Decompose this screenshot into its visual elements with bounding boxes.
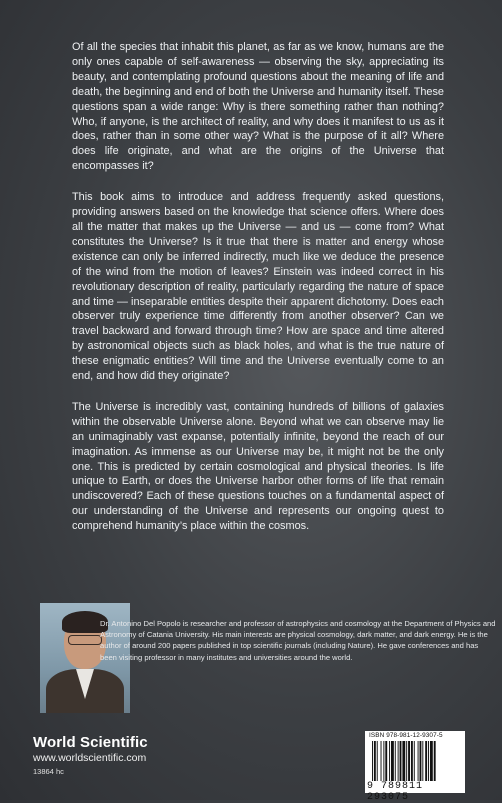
blurb-paragraph-1: Of all the species that inhabit this planet, as far as we know, humans are the only ones capable of self-awareness — observing the sky, appreciating its beauty, and contemplating profound questions about the meaning of life and death, the beginning and end of both the Universe and humanity itself. These questions span a wide range: Why is there something rather than nothing? Who, if anyone, is the architect of reality, and why does it manifest to us as it does, rather than in some other way? What is the purpose of it all? Where does life originate, and what are the origins of the Universe that encompasses it? xyxy=(72,41,444,173)
isbn-barcode xyxy=(365,731,465,803)
publisher-block xyxy=(33,734,148,778)
blurb-paragraph-2: This book aims to introduce and address frequently asked questions, providing answers based on the knowledge that science offers. Where does all the matter that makes up the Universe — and us — come from? What constitutes the Universe? Is it true that there is matter and energy whose existence can only be inferred indirectly, much like we deduce the presence of the wind from the motion of leaves? Einstein was indeed correct in his revolutionary description of reality, particularly regarding the nature of space and time — inseparable entities despite their apparent dichotomy. Does each observer truly experience time differently from another observer? Can we travel backward and forward through time? How are space and time altered by astronomical objects such as black holes, and what is the true nature of these enigmatic entities? Will time and the Universe eventually come to an end, and how did they originate? xyxy=(72,191,444,383)
barcode-bars xyxy=(371,741,461,781)
publisher-name: World Scientific xyxy=(33,734,148,751)
author-section xyxy=(40,603,496,713)
publisher-code: 13864 hc xyxy=(33,767,64,776)
publisher-url: www.worldscientific.com xyxy=(33,752,147,764)
isbn-digits: 9 789811 293075 xyxy=(367,781,424,803)
author-bio: Dr. Antonino Del Popolo is researcher and professor of astrophysics and cosmology at the Department of Physics and Astronomy of Catania University. His main interests are physical cosmology, dark matter, and dark energy. He is the author of around 200 papers published in top scientific journals (including Nature). He gave conferences and has been visiting professor in many institutes and universities around the world. xyxy=(100,619,496,662)
blurb-paragraph-3: The Universe is incredibly vast, containing hundreds of billions of galaxies within the observable Universe alone. Beyond what we can observe may lie an unimaginably vast expanse, potentially infinite, beyond the reach of our imagination. As immense as our Universe may be, it might not be the only one. This is predicted by certain cosmological and physical theories. Is life unique to Earth, or does the Universe harbor other forms of life that remain undiscovered? Each of these questions touches on a fundamental aspect of our understanding of the Universe and represents our ongoing quest to comprehend humanity’s place within the cosmos. xyxy=(72,400,444,533)
isbn-label: ISBN 978-981-12-9307-5 xyxy=(369,732,443,739)
back-cover-blurb xyxy=(72,40,444,550)
